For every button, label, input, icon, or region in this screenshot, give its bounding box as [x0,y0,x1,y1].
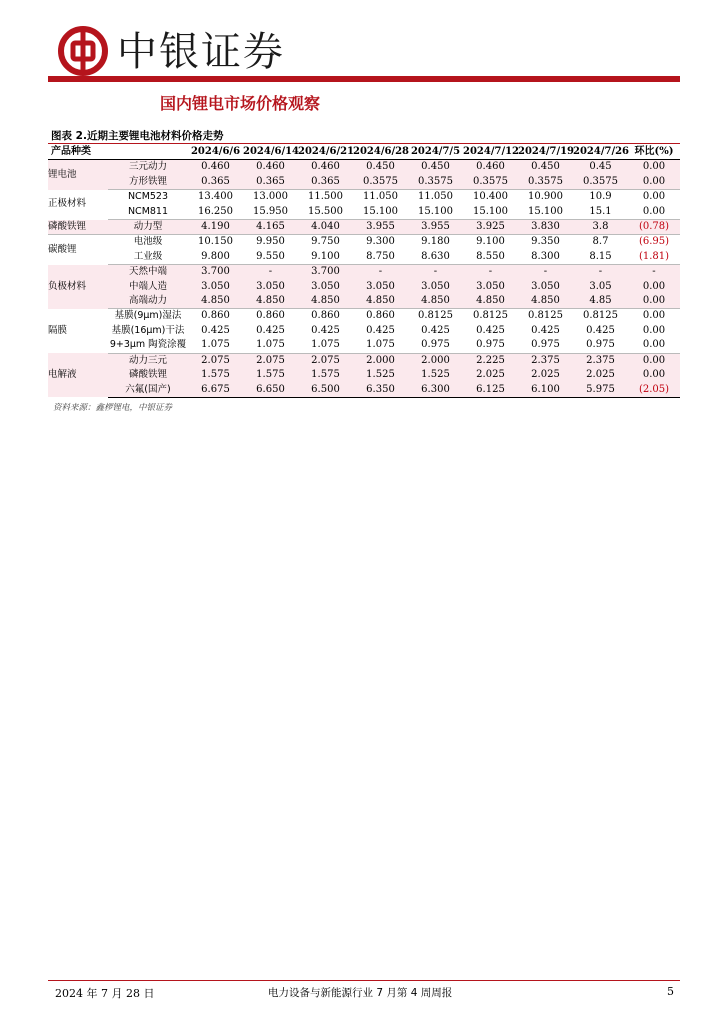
column-header-date: 2024/7/12 [463,146,520,157]
product-name-cell: 天然中端 [108,265,188,280]
column-header-date: 2024/6/6 [190,146,241,157]
product-name-cell: 基膜(9μm)湿法 [114,310,182,322]
table-body [48,160,680,398]
price-cell: 6.675 [188,383,243,398]
category-cell: 正极材料 [48,198,87,210]
price-cell: 9.750 [311,236,340,248]
price-cell: 1.525 [408,368,463,382]
price-cell: 6.500 [298,383,353,398]
column-header-product: 产品种类 [51,146,91,157]
price-cell: 0.460 [463,160,518,175]
section-title: 国内锂电市场价格观察 [160,94,321,113]
price-cell: 0.450 [518,160,573,175]
price-cell: 2.075 [243,353,298,368]
price-cell: 4.165 [243,220,298,235]
product-name-cell: 基膜(16μm)干法 [111,324,185,336]
table-row [48,160,680,175]
price-cell: 13.400 [198,191,233,203]
price-cell: 8.15 [573,250,628,265]
price-cell: 11.050 [418,191,453,203]
price-cell: 11.500 [308,191,343,203]
price-cell: 0.975 [408,338,463,353]
price-cell: 0.975 [518,338,573,353]
price-cell: 8.7 [592,236,609,248]
price-cell: 0.8125 [473,310,508,322]
price-cell: - [353,265,408,280]
category-cell: 电解液 [48,353,108,397]
price-cell: 3.050 [298,280,353,294]
table-row [48,338,680,353]
price-cell: 10.150 [198,236,233,248]
price-cell: 1.575 [298,368,353,382]
table-row [48,250,680,265]
price-cell: 0.975 [573,338,628,353]
price-cell: 3.050 [353,280,408,294]
price-cell: 6.300 [408,383,463,398]
price-cell: 8.300 [518,250,573,265]
table-header-row [48,145,680,160]
price-cell: 3.050 [463,280,518,294]
change-cell: 0.00 [628,175,680,190]
category-cell: 碳酸锂 [48,243,77,255]
price-cell: 2.075 [298,353,353,368]
price-cell: 2.025 [573,368,628,382]
footer-date: 2024 年 7 月 28 日 [55,987,155,1000]
price-cell: - [518,265,573,280]
table-row [48,324,680,338]
change-cell: 0.00 [628,353,680,368]
price-cell: 0.8125 [418,310,453,322]
price-cell: - [573,265,628,280]
footer-report-title: 电力设备与新能源行业 7 月第 4 周周报 [268,987,453,999]
product-name-cell: 中端人造 [108,280,188,294]
price-cell: 6.125 [463,383,518,398]
price-cell: 2.000 [353,353,408,368]
product-name-cell: 动力型 [108,220,188,235]
caption-rule [48,143,680,144]
price-cell: 0.3575 [573,175,628,190]
price-cell: 1.075 [353,338,408,353]
price-cell: 1.075 [298,338,353,353]
price-cell: 1.525 [353,368,408,382]
price-cell: 0.365 [188,175,243,190]
price-cell: 4.190 [188,220,243,235]
price-cell: 9.100 [476,236,505,248]
change-cell: 0.00 [642,310,666,322]
price-cell: 8.550 [463,250,518,265]
price-cell: 0.425 [531,324,560,336]
table-row [48,368,680,382]
price-cell: 15.950 [243,205,298,220]
table-row [48,190,680,205]
price-cell: 0.8125 [528,310,563,322]
price-cell: 0.860 [201,310,230,322]
table-row [48,294,680,309]
price-cell: 6.650 [243,383,298,398]
product-name-cell: 六氟(国产) [108,383,188,398]
page-number: 5 [667,985,674,998]
price-cell: 10.400 [473,191,508,203]
column-header-date: 2024/6/28 [353,146,410,157]
price-cell: 16.250 [188,205,243,220]
column-header-date: 2024/6/21 [298,146,355,157]
price-cell: 9.550 [243,250,298,265]
table-row [48,205,680,220]
price-cell: 8.630 [408,250,463,265]
product-name-cell: 动力三元 [108,353,188,368]
change-cell: (1.81) [628,250,680,265]
product-name-cell: 电池级 [133,236,163,248]
price-cell: 3.700 [188,265,243,280]
price-cell: 4.040 [298,220,353,235]
price-cell: 3.050 [243,280,298,294]
column-header-date: 2024/7/26 [573,146,630,157]
price-cell: 6.100 [518,383,573,398]
price-cell: 9.100 [298,250,353,265]
price-cell: 4.850 [408,294,463,309]
change-cell: 0.00 [628,280,680,294]
price-cell: 15.100 [408,205,463,220]
price-cell: 15.100 [518,205,573,220]
price-cell: 10.9 [589,191,612,203]
price-cell: - [408,265,463,280]
price-cell: 3.050 [188,280,243,294]
price-cell: 1.575 [243,368,298,382]
price-cell: 3.05 [573,280,628,294]
price-cell: 0.860 [366,310,395,322]
price-cell: 0.425 [366,324,395,336]
price-cell: 3.700 [298,265,353,280]
price-cell: 4.850 [188,294,243,309]
column-header-date: 2024/7/5 [410,146,461,157]
price-cell: 15.100 [463,205,518,220]
price-cell: 2.025 [463,368,518,382]
column-header-date: 2024/7/19 [518,146,575,157]
price-cell: 1.075 [188,338,243,353]
price-cell: 0.460 [298,160,353,175]
price-cell: 2.375 [518,353,573,368]
price-cell: 4.850 [298,294,353,309]
price-cell: 11.050 [363,191,398,203]
price-cell: 0.975 [463,338,518,353]
table-row [48,309,680,324]
price-cell: 4.850 [463,294,518,309]
price-cell: 0.3575 [408,175,463,190]
header-rule [48,76,680,82]
price-cell: 1.575 [188,368,243,382]
price-cell: 3.050 [408,280,463,294]
change-cell: 0.00 [628,338,680,353]
price-cell: 2.075 [188,353,243,368]
price-cell: 0.425 [311,324,340,336]
price-cell: 9.180 [421,236,450,248]
price-cell: 9.950 [256,236,285,248]
price-cell: 13.000 [253,191,288,203]
price-cell: 0.460 [188,160,243,175]
price-cell: 0.860 [256,310,285,322]
footer-rule [48,980,680,981]
product-name-cell: 磷酸铁锂 [108,368,188,382]
category-cell: 负极材料 [48,265,108,309]
price-cell: 3.955 [408,220,463,235]
price-cell: 0.3575 [463,175,518,190]
figure-caption: 图表 2.近期主要锂电池材料价格走势 [51,130,224,142]
product-name-cell: NCM523 [127,191,169,203]
price-cell: 3.8 [573,220,628,235]
product-name-cell: NCM811 [108,205,188,220]
price-cell: 2.000 [408,353,463,368]
price-cell: 0.425 [256,324,285,336]
price-cell: 15.100 [353,205,408,220]
price-cell: 0.365 [298,175,353,190]
change-cell: 0.00 [628,368,680,382]
price-cell: - [463,265,518,280]
product-name-cell: 方形铁锂 [108,175,188,190]
table-row [48,353,680,368]
table-row [48,383,680,398]
column-header-date: 2024/6/14 [243,146,300,157]
price-cell: 1.075 [243,338,298,353]
product-name-cell: 9+3μm 陶瓷涂覆 [108,338,188,353]
price-cell: 0.425 [421,324,450,336]
source-note: 资料来源：鑫椤锂电，中银证券 [53,403,173,413]
brand-name: 中银证券 [117,29,285,75]
price-cell: 0.460 [243,160,298,175]
price-cell: 3.925 [463,220,518,235]
price-cell: 0.3575 [353,175,408,190]
price-cell: 0.450 [408,160,463,175]
product-name-cell: 三元动力 [108,160,188,175]
price-cell: 2.025 [518,368,573,382]
change-cell: - [628,265,680,280]
price-cell: 8.750 [353,250,408,265]
change-cell: 0.00 [628,294,680,309]
category-cell: 隔膜 [48,324,68,336]
bank-of-china-logo-icon [57,25,109,77]
table-row [48,235,680,250]
price-cell: 0.425 [476,324,505,336]
change-cell: 0.00 [642,324,666,336]
price-cell: 3.050 [518,280,573,294]
price-cell: 6.350 [353,383,408,398]
price-cell: 4.850 [353,294,408,309]
price-cell: 0.45 [573,160,628,175]
change-cell: 0.00 [628,205,680,220]
price-cell: 9.350 [531,236,560,248]
price-cell: 0.425 [201,324,230,336]
price-cell: 9.800 [188,250,243,265]
price-cell: 0.425 [586,324,615,336]
table-row [48,175,680,190]
price-cell: 4.85 [573,294,628,309]
category-cell: 磷酸铁锂 [48,220,108,235]
change-cell: (0.78) [628,220,680,235]
price-cell: 9.300 [366,236,395,248]
price-cell: 3.830 [518,220,573,235]
price-cell: - [243,265,298,280]
price-cell: 0.3575 [518,175,573,190]
price-cell: 0.365 [243,175,298,190]
price-cell: 2.375 [573,353,628,368]
table-row [48,220,680,235]
price-cell: 15.500 [298,205,353,220]
price-cell: 0.450 [353,160,408,175]
price-cell: 4.850 [243,294,298,309]
price-cell: 10.900 [528,191,563,203]
price-cell: 4.850 [518,294,573,309]
table-row [48,265,680,280]
price-cell: 15.1 [573,205,628,220]
column-header-change: 环比(%) [634,146,674,157]
product-name-cell: 工业级 [108,250,188,265]
change-cell: 0.00 [628,160,680,175]
price-cell: 2.225 [463,353,518,368]
table-row [48,280,680,294]
price-cell: 5.975 [573,383,628,398]
change-cell: 0.00 [642,191,666,203]
price-cell: 0.860 [311,310,340,322]
price-table [48,145,680,398]
price-cell: 3.955 [353,220,408,235]
change-cell: (6.95) [638,236,670,248]
product-name-cell: 高端动力 [108,294,188,309]
category-cell: 锂电池 [48,160,108,190]
change-cell: (2.05) [628,383,680,398]
price-cell: 0.8125 [583,310,618,322]
